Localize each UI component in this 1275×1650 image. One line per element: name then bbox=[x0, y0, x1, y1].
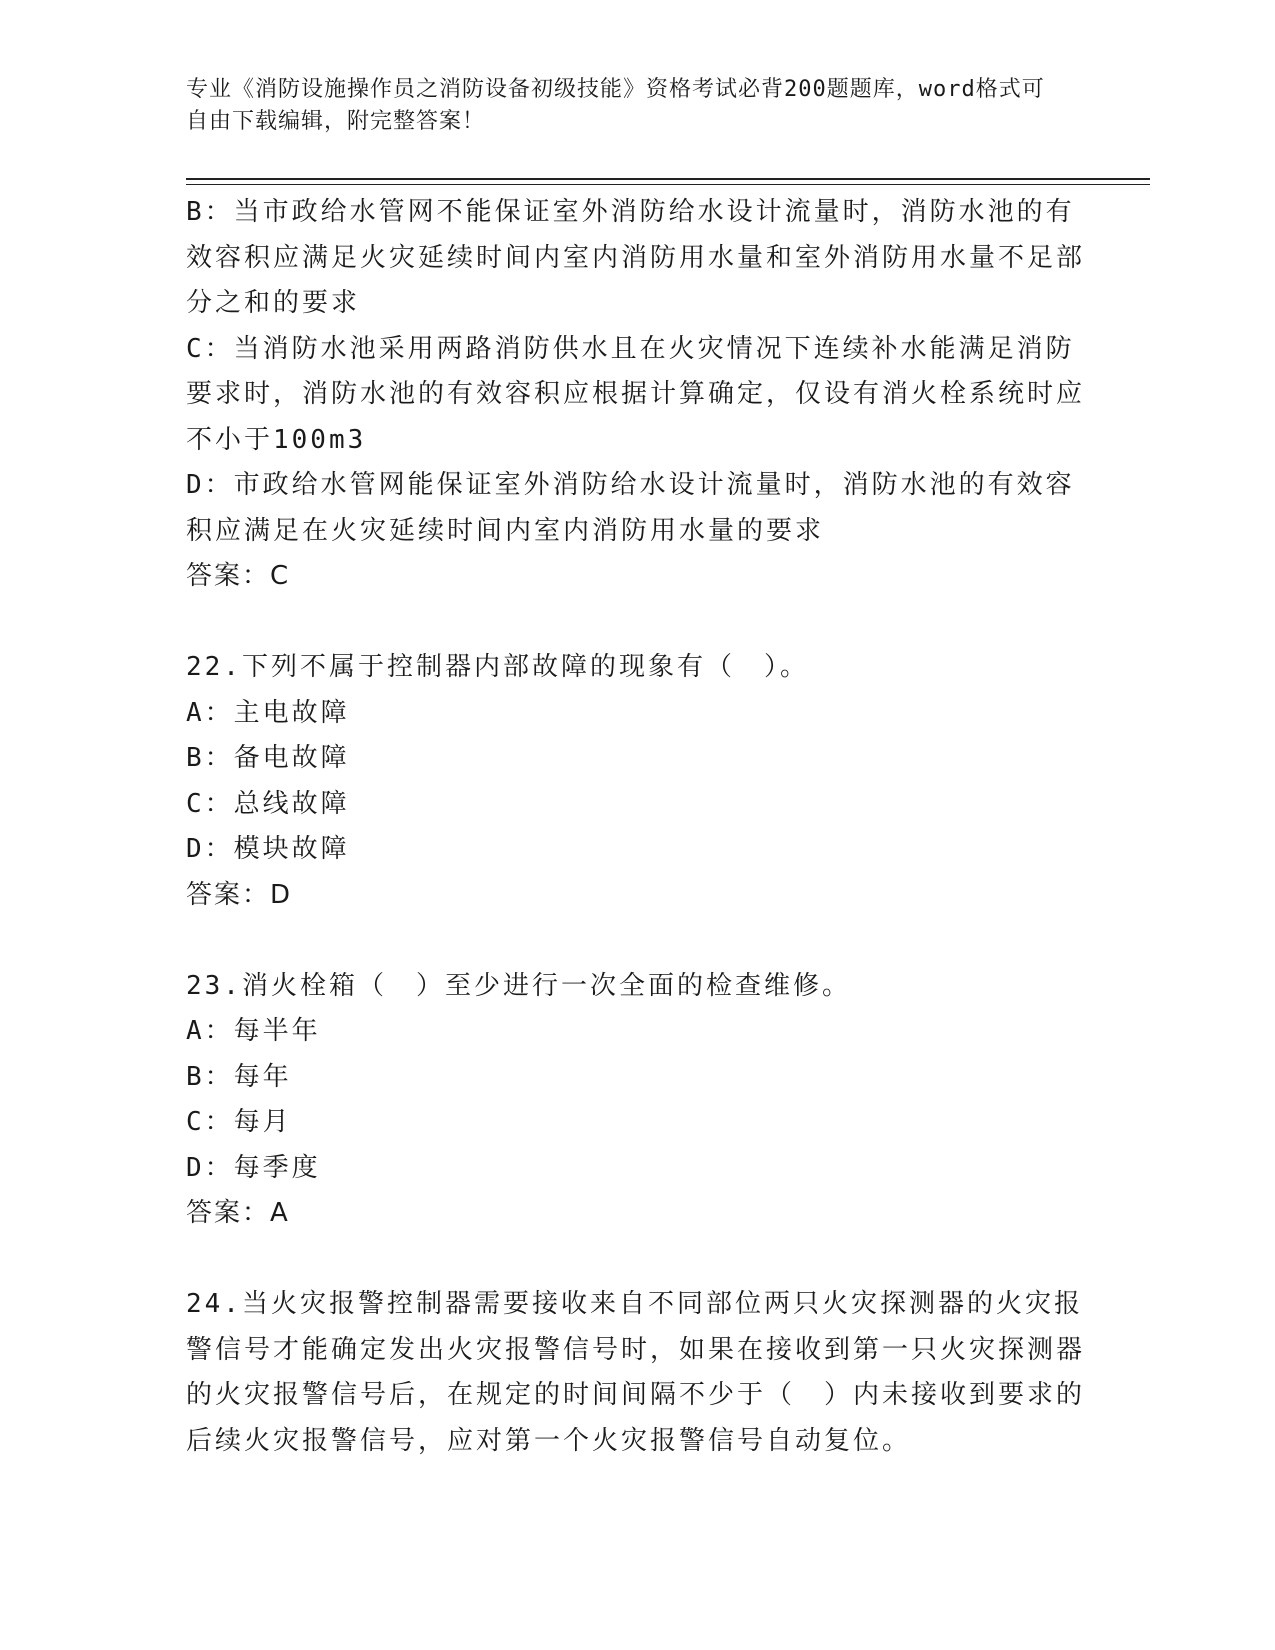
q24-question: 24.当火灾报警控制器需要接收来自不同部位两只火灾探测器的火灾报警信号才能确定发出火灾报警信号时，如果在接收到第一只火灾探测器的火灾报警信号后，在规定的时间间隔不少于（ ）内未接收到要求的后续火灾报警信号，应对第一个火灾报警信号自动复位。 bbox=[186, 1289, 1086, 1456]
spacer bbox=[186, 1237, 1086, 1283]
question-content bbox=[186, 190, 1086, 1464]
q21-option-d: D：市政给水管网能保证室外消防给水设计流量时，消防水池的有效容积应满足在火灾延续时间内室内消防用水量的要求 bbox=[186, 470, 1075, 546]
q22-question: 22.下列不属于控制器内部故障的现象有（ ）。 bbox=[186, 652, 809, 682]
q23-option-a: A：每半年 bbox=[186, 1016, 321, 1046]
q22-option-b: B：备电故障 bbox=[186, 743, 350, 773]
q22-option-d: D：模块故障 bbox=[186, 834, 350, 864]
q21-answer: 答案：C bbox=[186, 561, 291, 591]
header-rule-thin bbox=[186, 184, 1150, 185]
spacer bbox=[186, 600, 1086, 646]
q21-option-b: B：当市政给水管网不能保证室外消防给水设计流量时，消防水池的有效容积应满足火灾延续时间内室内消防用水量和室外消防用水量不足部分之和的要求 bbox=[186, 197, 1086, 318]
document-header: 专业《消防设施操作员之消防设备初级技能》资格考试必背200题题库，word格式可自由下载编辑，附完整答案！ bbox=[186, 77, 1045, 134]
q21-option-c: C：当消防水池采用两路消防供水且在火灾情况下连续补水能满足消防要求时，消防水池的有效容积应根据计算确定，仅设有消火栓系统时应不小于100m3 bbox=[186, 333, 1086, 455]
q23-option-c: C：每月 bbox=[186, 1107, 292, 1137]
q23-option-d: D：每季度 bbox=[186, 1152, 321, 1183]
spacer bbox=[186, 918, 1086, 964]
q22-answer: 答案：D bbox=[186, 879, 293, 910]
q23-option-b: B：每年 bbox=[186, 1061, 292, 1092]
q23-answer: 答案：A bbox=[186, 1198, 290, 1228]
q22-option-c: C：总线故障 bbox=[186, 788, 350, 819]
q23-question: 23.消火栓箱（ ）至少进行一次全面的检查维修。 bbox=[186, 970, 851, 1001]
q22-option-a: A：主电故障 bbox=[186, 697, 350, 728]
header-rule-thick bbox=[186, 178, 1150, 180]
